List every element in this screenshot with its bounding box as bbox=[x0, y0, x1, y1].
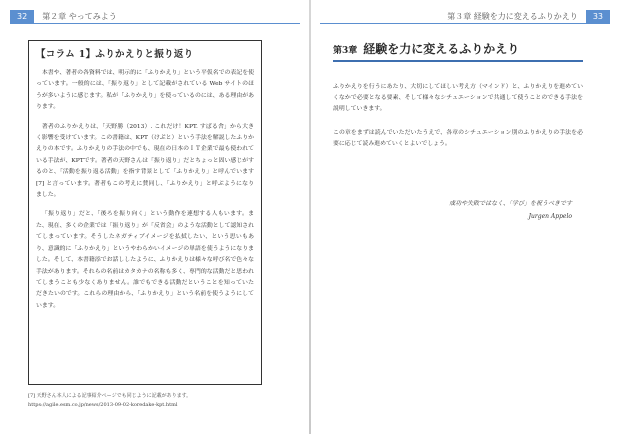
left-page bbox=[0, 0, 309, 434]
intro-paragraph-2: この章をまずは読んでいただいたうえで、各章のシチュエーション別のふりかえりの手法を必要に応じて読み進めていくとよいでしょう。 bbox=[333, 129, 583, 148]
right-header-text: 第３章 経験を力に変えるふりかえり bbox=[447, 12, 578, 21]
column-box bbox=[28, 40, 262, 385]
intro-paragraph-1: ふりかえりを行うにあたり、大切にしてほしい考え方（マインド）と、ふりかえりを進めていくなかで必要となる要素、そして様々なシチュエーションで共通して使うことのできる手法を説明していきます。 bbox=[333, 83, 583, 113]
epigraph-quote: 成功や失敗ではなく、「学び」を祝うべきです bbox=[449, 200, 572, 207]
column-title: 【コラム 1】ふりかえりと振り返り bbox=[36, 49, 194, 60]
column-paragraph-2: 著者のふりかえりは、「天野勝（2013）. これだけ！KPT. すばる舎」から大きく影響を受けています。この書籍は、KPT（けぷと）という手法を解説したふりかえりの本です。ふりかえりの手法の中でも、現在の日本のＩＴ企業で最も使われている手法が、KPTです。著者の天野さんは「振り返り」だとちょっと固い感じがするのと、「活動を振り返る活動」を指す背景として「ふりかえり」と呼んでいます [7] と言っています。著者もこの考えに賛同し、「ふりかえり」と呼ぶようになりました。 bbox=[36, 123, 254, 199]
right-running-header bbox=[320, 10, 610, 24]
column-paragraph-3: 「振り返り」だと、「後ろを振り向く」という動作を連想する人もいます。また、現在、多くの企業では「振り返り」が「反省会」のような活動として認知されてしまっています。そうしたネガティブイメージを払拭したい、という思いもあり、意識的に「ふりかえり」というやわらかいイメージの単語を使うようになりました。そして、本書籍添でお話ししたように、ふりかえりは様々な呼び名で色々な手法があります。それらの名前はカタカナの名称も多く、専門的な活動だと思われてしまうことも少なくありません。誰でもできる活動だということを知っていただきたいのです。これらの理由から、「ふりかえり」という名前を使うようにしています。 bbox=[36, 211, 254, 309]
footnote-url: https://agile.esm.co.jp/news/2013-09-02-koredake-kpt.html bbox=[28, 402, 178, 408]
column-paragraph-1: 本書や、著者の各資料では、明示的に「ふりかえり」という平仮名での表記を使っています。一般的には、「振り返り」として記載がされている Web サイトのほうが多いように感じます。私が「ふりかえり」を使っているのには、ある理由があります。 bbox=[36, 70, 254, 111]
chapter-number: 第3章 bbox=[333, 46, 358, 56]
left-running-header bbox=[10, 10, 300, 24]
chapter-heading bbox=[333, 40, 583, 57]
right-page-number: 33 bbox=[586, 10, 610, 23]
footnote bbox=[28, 392, 268, 410]
chapter-title: 経験を力に変えるふりかえり bbox=[363, 42, 520, 56]
epigraph-author: Jurgen Appelo bbox=[528, 213, 572, 220]
right-page bbox=[311, 0, 620, 434]
chapter-rule bbox=[333, 60, 583, 62]
left-page-number: 32 bbox=[10, 10, 34, 23]
footnote-text: [7] 天野さん本人による記事紹介ページでも同じように記載があります。 bbox=[28, 393, 192, 399]
left-header-text: 第２章 やってみよう bbox=[42, 12, 117, 21]
